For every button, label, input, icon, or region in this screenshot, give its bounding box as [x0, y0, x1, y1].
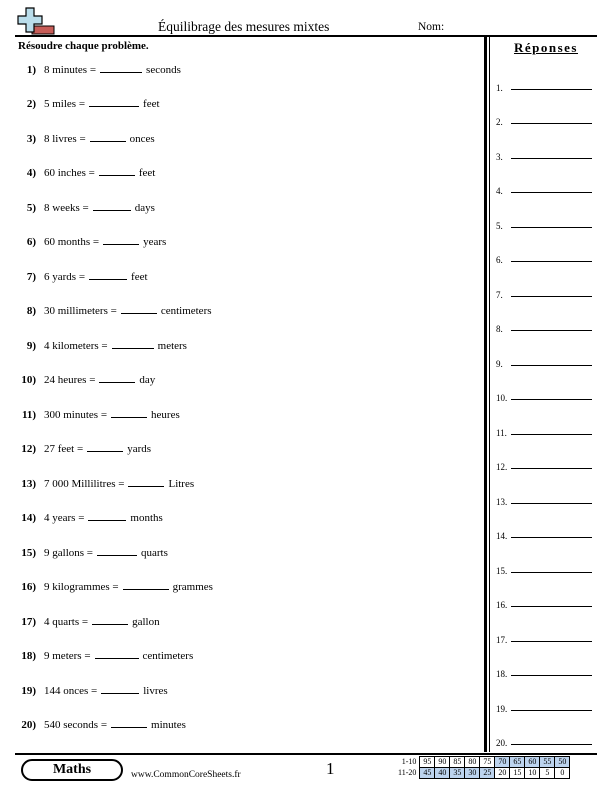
- problem-item: [18, 718, 478, 734]
- problem-item: [18, 684, 478, 700]
- answer-line[interactable]: [496, 524, 596, 541]
- answer-underline: [511, 123, 592, 124]
- problem-number: 6): [26, 236, 36, 248]
- answer-line[interactable]: [496, 386, 596, 403]
- problem-target-unit: minutes: [151, 719, 186, 731]
- problem-item: [18, 477, 478, 493]
- problem-item: [18, 339, 478, 355]
- problem-left-side: 9 gallons =: [44, 547, 93, 559]
- score-cell: 80: [465, 757, 480, 768]
- problem-target-unit: months: [130, 512, 163, 524]
- problem-item: [18, 580, 478, 596]
- answer-blank[interactable]: [87, 442, 123, 452]
- problem-target-unit: heures: [151, 409, 180, 421]
- answer-underline: [511, 710, 592, 711]
- problem-target-unit: grammes: [172, 581, 213, 593]
- problem-left-side: 5 miles =: [44, 98, 86, 110]
- answer-blank[interactable]: [100, 63, 142, 73]
- score-cell: 65: [510, 757, 525, 768]
- problem-item: [18, 304, 478, 320]
- problem-target-unit: meters: [157, 340, 187, 352]
- answer-underline: [511, 296, 592, 297]
- problem-target-unit: centimeters: [142, 650, 194, 662]
- score-cell: 0: [555, 768, 570, 779]
- problem-item: [18, 235, 478, 251]
- problem-left-side: 60 inches =: [44, 167, 95, 179]
- answer-underline: [511, 89, 592, 90]
- answer-number: 1.: [496, 83, 503, 93]
- score-cell: 30: [465, 768, 480, 779]
- answer-number: 17.: [496, 635, 508, 645]
- answer-blank[interactable]: [97, 546, 137, 556]
- problem-number: 19): [21, 685, 36, 697]
- problem-left-side: 30 millimeters =: [44, 305, 117, 317]
- problem-number: 4): [26, 167, 36, 179]
- problem-left-side: 300 minutes =: [44, 409, 108, 421]
- problem-item: [18, 166, 478, 182]
- problem-item: [18, 511, 478, 527]
- problem-item: [18, 442, 478, 458]
- problem-left-side: 8 livres =: [44, 133, 86, 145]
- answer-underline: [511, 227, 592, 228]
- answer-underline: [511, 434, 592, 435]
- answer-blank[interactable]: [93, 201, 131, 211]
- score-cell: 35: [450, 768, 465, 779]
- problem-item: [18, 270, 478, 286]
- problem-number: 13): [21, 478, 36, 490]
- score-cell: 70: [495, 757, 510, 768]
- answer-line[interactable]: [496, 490, 596, 507]
- answer-underline: [511, 192, 592, 193]
- score-cell: 55: [540, 757, 555, 768]
- problem-number: 3): [26, 133, 36, 145]
- answer-underline: [511, 261, 592, 262]
- answer-line[interactable]: [496, 697, 596, 714]
- problem-left-side: 4 kilometers =: [44, 340, 108, 352]
- score-cell: 5: [540, 768, 555, 779]
- answer-number: 13.: [496, 497, 508, 507]
- answer-number: 4.: [496, 186, 503, 196]
- problem-left-side: 9 meters =: [44, 650, 91, 662]
- answer-line[interactable]: [496, 731, 596, 748]
- problem-left-side: 4 quarts =: [44, 616, 89, 628]
- score-cell: 15: [510, 768, 525, 779]
- score-cell: 50: [555, 757, 570, 768]
- problem-number: 17): [21, 616, 36, 628]
- score-row: [396, 757, 570, 768]
- answer-number: 18.: [496, 669, 508, 679]
- problem-target-unit: seconds: [146, 64, 181, 76]
- answer-blank[interactable]: [99, 166, 135, 176]
- answer-number: 14.: [496, 531, 508, 541]
- score-cell: 95: [420, 757, 435, 768]
- problem-number: 2): [26, 98, 36, 110]
- answer-underline: [511, 399, 592, 400]
- score-table: [396, 756, 570, 779]
- answer-line[interactable]: [496, 283, 596, 300]
- plus-logo-icon: [16, 6, 56, 36]
- worksheet-title: Équilibrage des mesures mixtes: [158, 19, 330, 34]
- answer-underline: [511, 641, 592, 642]
- answer-line[interactable]: [496, 317, 596, 334]
- problem-target-unit: gallon: [132, 616, 160, 628]
- problem-number: 15): [21, 547, 36, 559]
- problem-target-unit: livres: [143, 685, 168, 697]
- answer-number: 19.: [496, 704, 508, 714]
- answer-line[interactable]: [496, 628, 596, 645]
- answer-underline: [511, 537, 592, 538]
- problem-target-unit: onces: [129, 133, 155, 145]
- answer-line[interactable]: [496, 593, 596, 610]
- problem-left-side: 60 months =: [44, 236, 100, 248]
- problem-target-unit: feet: [138, 167, 156, 179]
- score-cell: 20: [495, 768, 510, 779]
- answer-underline: [511, 330, 592, 331]
- problem-number: 14): [21, 512, 36, 524]
- answer-column-divider: [484, 37, 487, 752]
- problem-number: 12): [21, 443, 36, 455]
- problem-target-unit: centimeters: [160, 305, 212, 317]
- answer-line[interactable]: [496, 455, 596, 472]
- answer-number: 7.: [496, 290, 503, 300]
- answer-blank[interactable]: [92, 615, 128, 625]
- subject-badge: Maths: [21, 759, 123, 781]
- answer-blank[interactable]: [95, 649, 139, 659]
- name-label: Nom:: [418, 21, 445, 33]
- problem-left-side: 144 onces =: [44, 685, 98, 697]
- answer-blank[interactable]: [89, 97, 139, 107]
- problem-left-side: 24 heures =: [44, 374, 96, 386]
- answer-blank[interactable]: [101, 684, 139, 694]
- answer-blank[interactable]: [88, 511, 126, 521]
- answer-underline: [511, 503, 592, 504]
- score-row: [396, 768, 570, 779]
- score-cell: 10: [525, 768, 540, 779]
- answer-number: 11.: [496, 428, 507, 438]
- score-cell: 45: [420, 768, 435, 779]
- answer-number: 10.: [496, 393, 508, 403]
- answer-line[interactable]: [496, 248, 596, 265]
- answer-line[interactable]: [496, 662, 596, 679]
- answer-underline: [511, 158, 592, 159]
- answer-number: 16.: [496, 600, 508, 610]
- problem-item: [18, 97, 478, 113]
- answer-underline: [511, 468, 592, 469]
- answer-underline: [511, 744, 592, 745]
- header-divider: [15, 35, 597, 37]
- answer-blank[interactable]: [128, 477, 164, 487]
- answer-underline: [511, 365, 592, 366]
- instructions: Résoudre chaque problème.: [18, 40, 149, 52]
- problem-item: [18, 615, 478, 631]
- answer-blank[interactable]: [112, 339, 154, 349]
- answer-number: 12.: [496, 462, 508, 472]
- score-range-label: 1-10: [401, 757, 417, 766]
- answer-blank[interactable]: [89, 270, 127, 280]
- answer-line[interactable]: [496, 214, 596, 231]
- problem-number: 7): [26, 271, 36, 283]
- problem-left-side: 8 minutes =: [44, 64, 97, 76]
- problem-item: [18, 546, 478, 562]
- problem-number: 5): [26, 202, 36, 214]
- answer-underline: [511, 572, 592, 573]
- problem-target-unit: feet: [131, 271, 148, 283]
- answer-blank[interactable]: [103, 235, 139, 245]
- problem-number: 8): [26, 305, 36, 317]
- answer-number: 6.: [496, 255, 503, 265]
- problem-left-side: 6 yards =: [44, 271, 86, 283]
- problem-number: 10): [21, 374, 36, 386]
- problem-item: [18, 373, 478, 389]
- answer-number: 5.: [496, 221, 503, 231]
- answer-line[interactable]: [496, 421, 596, 438]
- problem-left-side: 9 kilogrammes =: [44, 581, 119, 593]
- problem-target-unit: day: [139, 374, 156, 386]
- answer-line[interactable]: [496, 145, 596, 162]
- website-link[interactable]: www.CommonCoreSheets.fr: [131, 770, 241, 780]
- problem-left-side: 4 years =: [44, 512, 85, 524]
- answer-number: 8.: [496, 324, 503, 334]
- score-cell: 60: [525, 757, 540, 768]
- problem-left-side: 7 000 Millilitres =: [44, 478, 125, 490]
- answer-underline: [511, 606, 592, 607]
- footer-divider: [15, 753, 597, 755]
- problem-number: 1): [26, 64, 36, 76]
- score-cell: 75: [480, 757, 495, 768]
- problem-target-unit: feet: [143, 98, 160, 110]
- problem-left-side: 8 weeks =: [44, 202, 89, 214]
- problem-item: [18, 63, 478, 79]
- answer-column-divider: [489, 37, 490, 752]
- score-cell: 25: [480, 768, 495, 779]
- problem-number: 11): [21, 409, 36, 421]
- problem-item: [18, 408, 478, 424]
- score-range-label: 11-20: [398, 768, 417, 777]
- answer-blank[interactable]: [111, 408, 147, 418]
- answer-line[interactable]: [496, 559, 596, 576]
- score-cell: 85: [450, 757, 465, 768]
- problem-number: 9): [26, 340, 36, 352]
- answer-number: 15.: [496, 566, 508, 576]
- answer-line[interactable]: [496, 110, 596, 127]
- answer-line[interactable]: [496, 352, 596, 369]
- problem-target-unit: quarts: [140, 547, 168, 559]
- problem-number: 20): [21, 719, 36, 731]
- problem-item: [18, 649, 478, 665]
- problem-number: 18): [21, 650, 36, 662]
- answer-blank[interactable]: [111, 718, 147, 728]
- answers-heading: Réponses: [513, 40, 578, 55]
- score-cell: 40: [435, 768, 450, 779]
- answer-underline: [511, 675, 592, 676]
- answer-number: 20.: [496, 738, 508, 748]
- answer-line[interactable]: [496, 179, 596, 196]
- answer-number: 9.: [496, 359, 503, 369]
- answer-number: 3.: [496, 152, 503, 162]
- answer-line[interactable]: [496, 76, 596, 93]
- score-cell: 90: [435, 757, 450, 768]
- problem-target-unit: days: [134, 202, 155, 214]
- answer-number: 2.: [496, 117, 503, 127]
- problem-target-unit: yards: [127, 443, 152, 455]
- answer-blank[interactable]: [123, 580, 169, 590]
- page-number: 1: [326, 759, 335, 778]
- answer-blank[interactable]: [99, 373, 135, 383]
- problem-item: [18, 201, 478, 217]
- problem-left-side: 540 seconds =: [44, 719, 108, 731]
- answer-blank[interactable]: [90, 132, 126, 142]
- problem-number: 16): [21, 581, 36, 593]
- problem-left-side: 27 feet =: [44, 443, 84, 455]
- problem-item: [18, 132, 478, 148]
- answer-blank[interactable]: [121, 304, 157, 314]
- problem-target-unit: years: [143, 236, 167, 248]
- problem-target-unit: Litres: [168, 478, 195, 490]
